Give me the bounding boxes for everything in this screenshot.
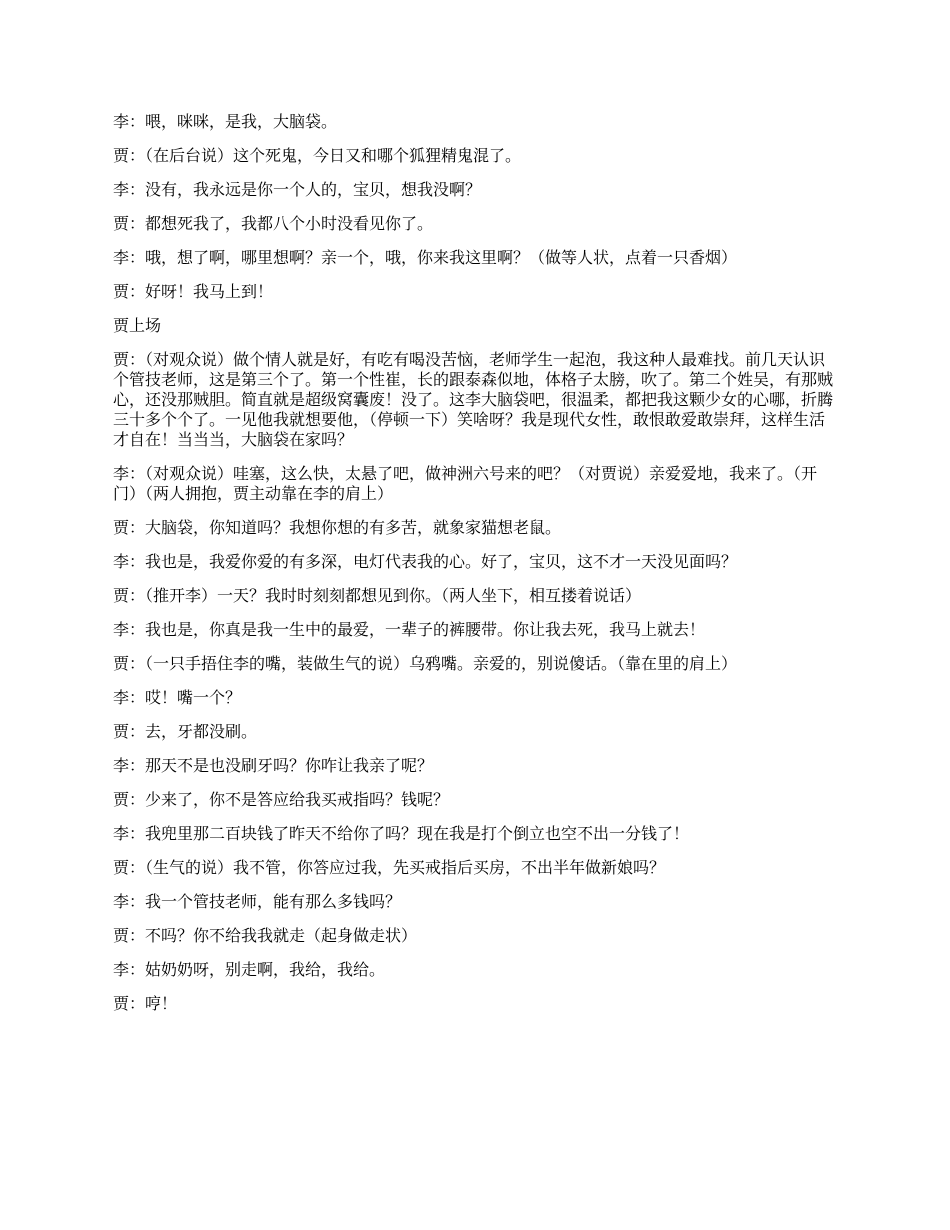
dialogue-line: 李：那天不是也没刷牙吗？你咋让我亲了呢？ [113,756,434,775]
dialogue-line: 贾：不吗？你不给我我就走（起身做走状） [113,926,418,945]
dialogue-line: 贾：哼！ [113,994,178,1013]
dialogue-line: 李：（对观众说）哇塞，这么快，太悬了吧，做神洲六号来的吧？（对贾说）亲爱爱地，我来了。（开门）（两人拥抱，贾主动靠在李的肩上） [113,464,818,503]
dialogue-text [113,112,835,1028]
dialogue-line: 贾：（一只手捂住李的嘴，装做生气的说）乌鸦嘴。亲爱的，别说傻话。（靠在里的肩上） [113,654,738,673]
dialogue-line: 贾：好呀！我马上到！ [113,282,274,301]
dialogue-line: 李：哎！嘴一个？ [113,688,242,707]
dialogue-line: 贾：大脑袋，你知道吗？我想你想的有多苦，就象家猫想老鼠。 [113,518,562,537]
dialogue-line: 贾：去，牙都没刷。 [113,722,258,741]
dialogue-line: 贾：（对观众说）做个情人就是好，有吃有喝没苦恼，老师学生一起泡，我这种人最难找。前几天认识个管技老师，这是第三个了。第一个性崔，长的跟泰森似地，体格子太膀，吹了。第二个姓吴，有那贼心，还没那贼胆。简直就是超级窝囊废！没了。这李大脑袋吧，很温柔，都把我这颗少女的心哪，折腾三十多个个了。一见他我就想要他，（停顿一下）笑啥呀？我是现代女性，敢恨敢爱敢崇拜，这样生活才自在！当当当，大脑袋在家吗？ [113,350,834,449]
dialogue-line: 李：我也是，你真是我一生中的最爱，一辈子的裤腰带。你让我去死，我马上就去！ [113,620,706,639]
dialogue-line: 贾：（生气的说）我不管，你答应过我，先买戒指后买房，不出半年做新娘吗？ [113,858,666,877]
dialogue-line: 贾：（在后台说）这个死鬼，今日又和哪个狐狸精鬼混了。 [113,146,522,165]
dialogue-line: 贾：都想死我了，我都八个小时没看见你了。 [113,214,434,233]
stage-direction: 贾上场 [113,316,162,335]
dialogue-line: 李：没有，我永远是你一个人的，宝贝，想我没啊？ [113,180,482,199]
dialogue-line: 贾：少来了，你不是答应给我买戒指吗？钱呢？ [113,790,450,809]
dialogue-line: 贾：（推开李）一天？我时时刻刻都想见到你。（两人坐下，相互搂着说话） [113,586,642,605]
dialogue-line: 李：我一个管技老师，能有那么多钱吗？ [113,892,402,911]
dialogue-line: 李：姑奶奶呀，别走啊，我给，我给。 [113,960,386,979]
dialogue-line: 李：我兜里那二百块钱了昨天不给你了吗？现在我是打个倒立也空不出一分钱了！ [113,824,690,843]
dialogue-line: 李：我也是，我爱你爱的有多深，电灯代表我的心。好了，宝贝，这不才一天没见面吗？ [113,552,738,571]
dialogue-line: 李：喂，咪咪，是我，大脑袋。 [113,112,338,131]
dialogue-line: 李：哦，想了啊，哪里想啊？亲一个，哦，你来我这里啊？（做等人状，点着一只香烟） [113,248,738,267]
